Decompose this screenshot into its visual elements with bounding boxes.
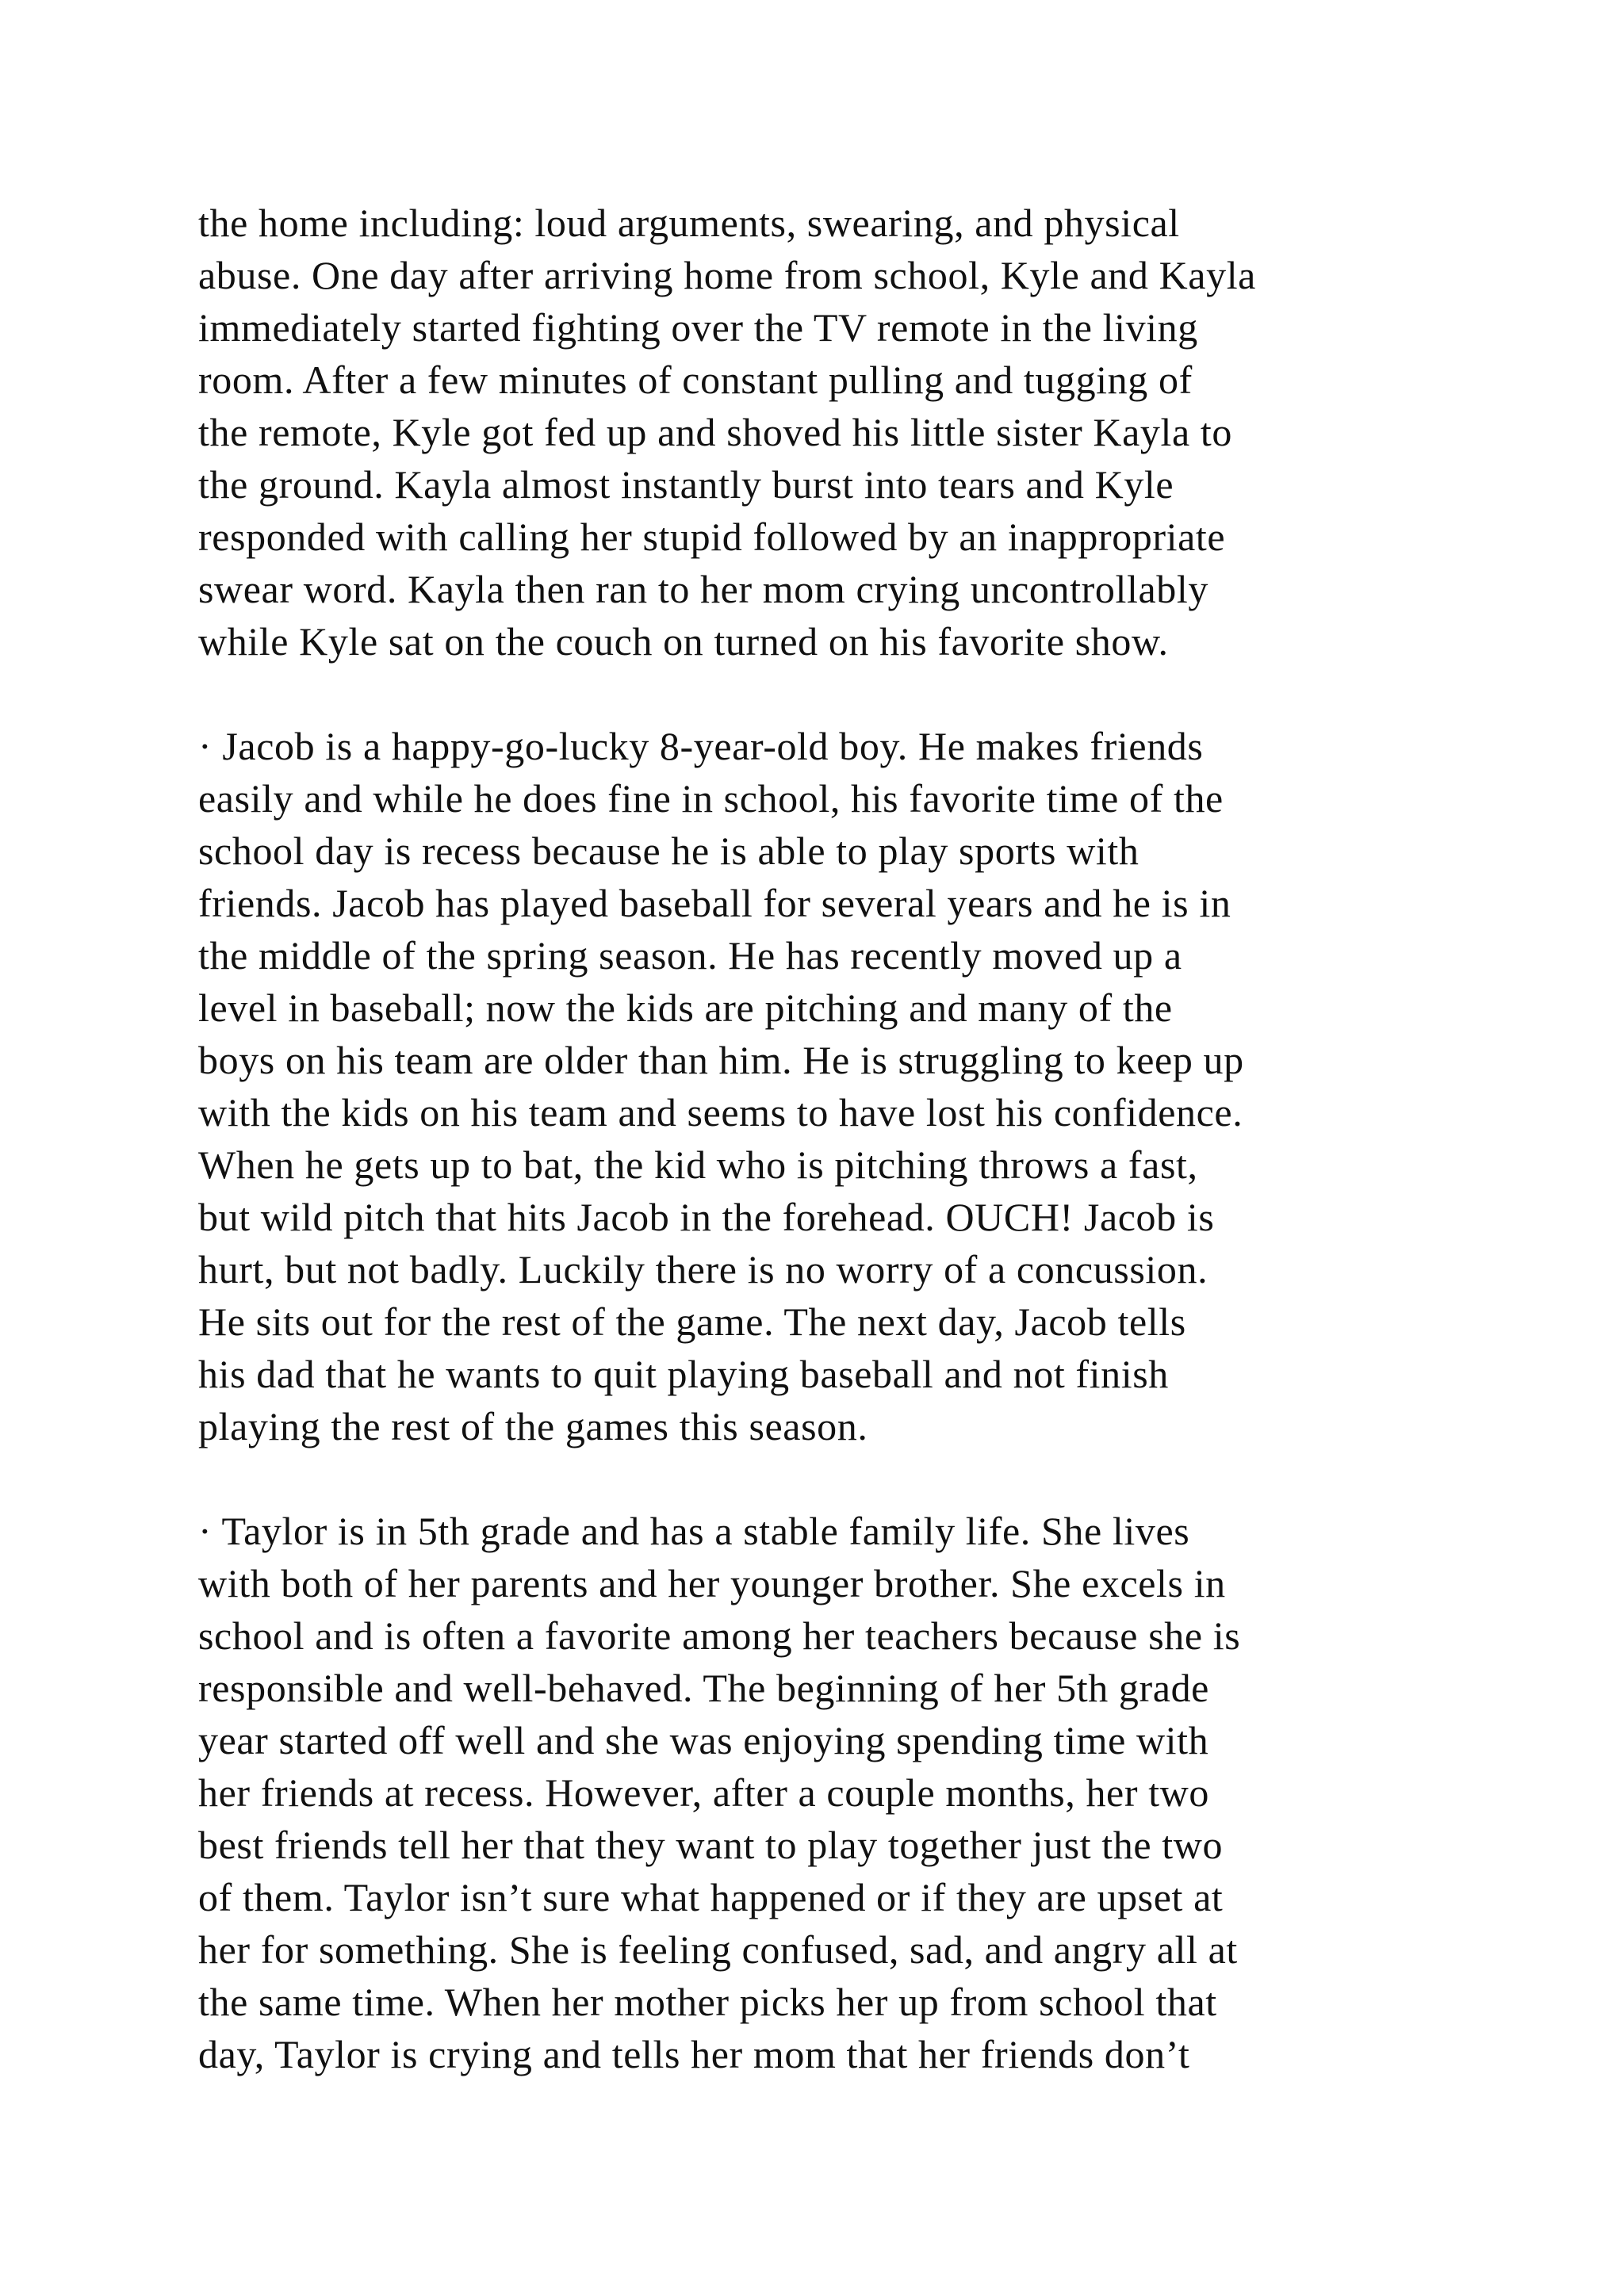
text-line: his dad that he wants to quit playing baseball and not finish bbox=[198, 1352, 1169, 1396]
text-line: friends. Jacob has played baseball for several years and he is in bbox=[198, 881, 1231, 925]
text-line: the middle of the spring season. He has recently moved up a bbox=[198, 933, 1182, 978]
text-line: school and is often a favorite among her teachers because she is bbox=[198, 1613, 1241, 1658]
text-line: but wild pitch that hits Jacob in the forehead. OUCH! Jacob is bbox=[198, 1195, 1215, 1239]
text-line: her friends at recess. However, after a couple months, her two bbox=[198, 1770, 1209, 1815]
text-line: immediately started fighting over the TV remote in the living bbox=[198, 305, 1198, 350]
text-line: room. After a few minutes of constant pulling and tugging of bbox=[198, 358, 1193, 402]
text-line: He sits out for the rest of the game. The next day, Jacob tells bbox=[198, 1299, 1186, 1344]
text-line: playing the rest of the games this season. bbox=[198, 1404, 868, 1448]
text-line: of them. Taylor isn’t sure what happened or if they are upset at bbox=[198, 1875, 1224, 1919]
text-line: easily and while he does fine in school, his favorite time of the bbox=[198, 776, 1224, 821]
text-line: responsible and well-behaved. The beginning of her 5th grade bbox=[198, 1666, 1209, 1710]
text-line: the same time. When her mother picks her up from school that bbox=[198, 1980, 1217, 2024]
text-line: the home including: loud arguments, swearing, and physical bbox=[198, 201, 1180, 245]
text-line: · Jacob is a happy-go-lucky 8-year-old boy. He makes friends bbox=[198, 724, 1204, 768]
text-line: school day is recess because he is able to play sports with bbox=[198, 828, 1139, 873]
text-line: boys on his team are older than him. He is struggling to keep up bbox=[198, 1038, 1244, 1082]
text-line: swear word. Kayla then ran to her mom crying uncontrollably bbox=[198, 567, 1208, 611]
text-line: · Taylor is in 5th grade and has a stable family life. She lives bbox=[198, 1509, 1190, 1553]
text-line: responded with calling her stupid followed by an inappropriate bbox=[198, 515, 1226, 559]
text-line: while Kyle sat on the couch on turned on his favorite show. bbox=[198, 619, 1169, 664]
text-line: hurt, but not badly. Luckily there is no worry of a concussion. bbox=[198, 1247, 1208, 1292]
text-line: the ground. Kayla almost instantly burst into tears and Kyle bbox=[198, 462, 1174, 507]
paragraph-kyle-kayla bbox=[198, 197, 1483, 668]
text-line: When he gets up to bat, the kid who is pitching throws a fast, bbox=[198, 1142, 1198, 1187]
paragraph-jacob bbox=[198, 720, 1483, 1452]
text-line: day, Taylor is crying and tells her mom that her friends don’t bbox=[198, 2032, 1190, 2076]
text-line: her for something. She is feeling confused, sad, and angry all at bbox=[198, 1927, 1238, 1972]
text-line: level in baseball; now the kids are pitching and many of the bbox=[198, 985, 1173, 1030]
text-line: abuse. One day after arriving home from school, Kyle and Kayla bbox=[198, 253, 1256, 297]
text-line: with the kids on his team and seems to have lost his confidence. bbox=[198, 1090, 1243, 1135]
text-line: best friends tell her that they want to play together just the two bbox=[198, 1823, 1224, 1867]
paragraph-taylor bbox=[198, 1505, 1483, 2080]
text-line: year started off well and she was enjoying spending time with bbox=[198, 1718, 1209, 1762]
text-line: the remote, Kyle got fed up and shoved his little sister Kayla to bbox=[198, 410, 1232, 454]
text-line: with both of her parents and her younger brother. She excels in bbox=[198, 1561, 1226, 1605]
